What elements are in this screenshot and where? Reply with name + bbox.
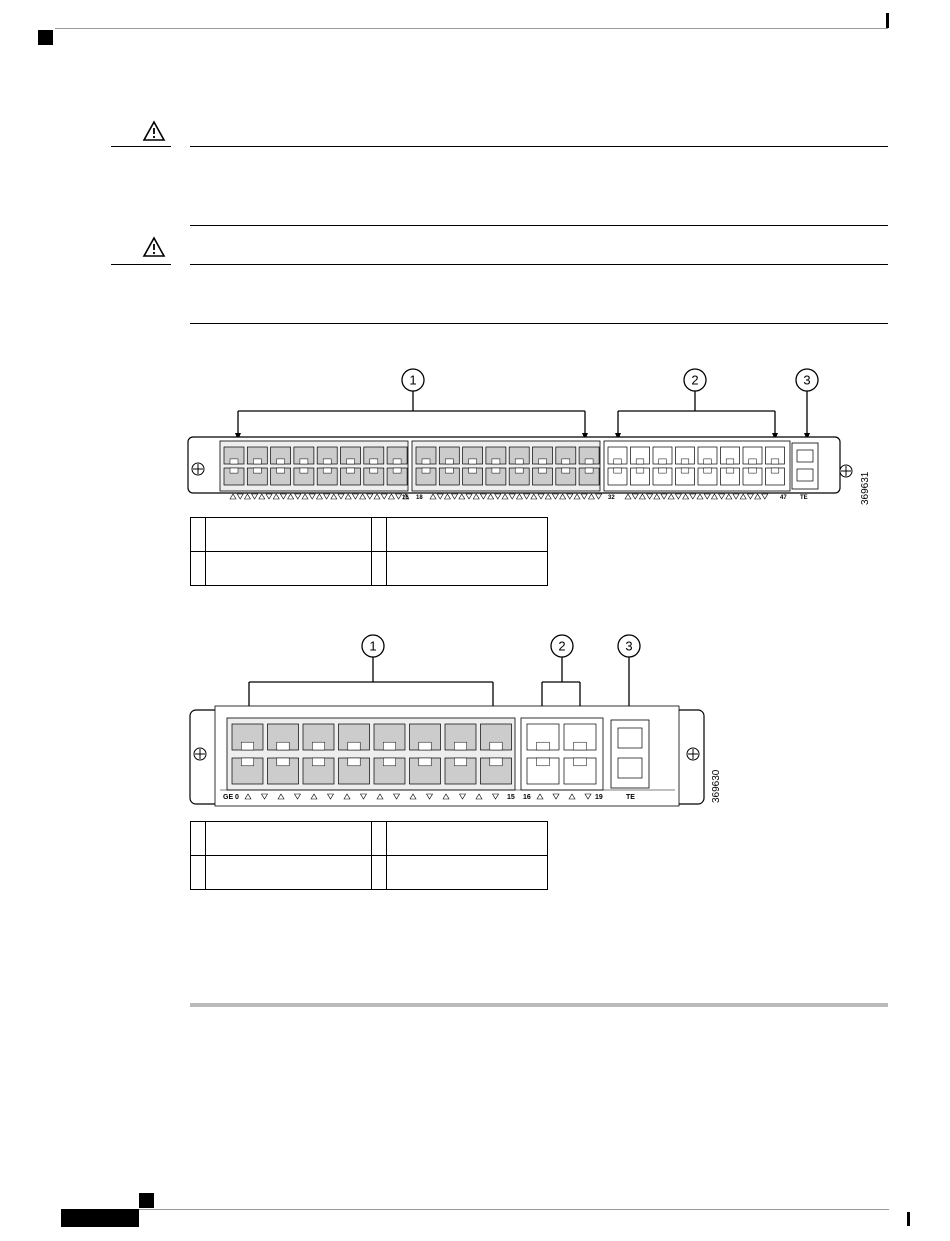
- sfp-port: [618, 758, 642, 778]
- rj45-port: [410, 724, 441, 750]
- callout-3-number: 3: [625, 638, 633, 654]
- rj45-port: [743, 447, 762, 464]
- led-triangle: [545, 494, 551, 499]
- led-triangle: [509, 494, 515, 499]
- footer-tab: [61, 1209, 139, 1227]
- rj45-port: [766, 468, 785, 485]
- footer-corner-mark: [139, 1193, 154, 1208]
- led-triangle: [755, 494, 761, 499]
- warning-triangle-icon: [142, 120, 166, 142]
- warning-triangle-icon: [142, 236, 166, 258]
- footer-rule: [139, 1209, 889, 1210]
- led-triangle: [374, 494, 380, 499]
- led-triangle: [502, 494, 508, 499]
- rj45-port: [533, 468, 553, 485]
- led-triangle: [459, 494, 465, 499]
- rj45-port: [271, 468, 291, 485]
- rj45-port: [608, 468, 627, 485]
- led-triangle: [324, 494, 330, 499]
- rj45-port: [247, 468, 267, 485]
- rj45-port: [676, 468, 695, 485]
- led-triangle: [266, 494, 272, 499]
- led-triangle: [654, 494, 660, 499]
- rj45-port: [364, 468, 384, 485]
- led-triangle: [690, 494, 696, 499]
- line-card-48-port-illustration: [180, 365, 880, 515]
- rj45-port: [224, 468, 244, 485]
- rj45-port: [463, 468, 483, 485]
- rj45-port: [698, 447, 717, 464]
- led-triangle: [480, 494, 486, 499]
- rj45-port: [341, 447, 361, 464]
- led-triangle: [259, 494, 265, 499]
- led-triangle: [647, 494, 653, 499]
- rj45-port: [766, 447, 785, 464]
- rj45-port: [631, 468, 650, 485]
- rj45-port: [268, 724, 299, 750]
- led-triangle: [596, 494, 602, 499]
- header-right-mark: [886, 13, 889, 28]
- table-row: [191, 518, 548, 552]
- figure-id: 369631: [860, 471, 871, 505]
- led-triangle: [625, 494, 631, 499]
- port-label-te: TE: [800, 495, 808, 501]
- rj45-port: [564, 724, 596, 750]
- rj45-port: [556, 468, 576, 485]
- header-rule: [55, 28, 888, 29]
- led-triangle: [252, 494, 258, 499]
- rj45-port: [247, 447, 267, 464]
- rj45-port: [303, 758, 334, 784]
- led-triangle: [538, 494, 544, 499]
- line-card-24-port-illustration: [185, 632, 745, 817]
- rj45-port: [698, 468, 717, 485]
- led-triangle: [288, 494, 294, 499]
- led-triangle: [466, 494, 472, 499]
- rj45-port: [676, 447, 695, 464]
- rj45-port: [653, 468, 672, 485]
- caution-end-rule-2: [190, 323, 888, 324]
- led-triangle: [762, 494, 768, 499]
- rj45-port: [486, 468, 506, 485]
- led-triangle: [719, 494, 725, 499]
- led-triangle: [302, 494, 308, 499]
- led-triangle: [567, 494, 573, 499]
- callout-1-number: 1: [369, 638, 377, 654]
- rj45-port: [224, 447, 244, 464]
- sfp-port: [618, 728, 642, 748]
- header-corner-mark: [38, 30, 53, 45]
- led-triangle: [560, 494, 566, 499]
- led-triangle: [524, 494, 530, 499]
- led-triangle: [581, 494, 587, 499]
- led-triangle: [360, 494, 366, 499]
- port-label-15: 15: [507, 794, 515, 801]
- callout-2-number: 2: [558, 638, 566, 654]
- port-label-16: 16: [523, 794, 531, 801]
- port-label-47: 47: [780, 495, 787, 501]
- led-triangle: [367, 494, 373, 499]
- led-triangle: [381, 494, 387, 499]
- rj45-port: [579, 447, 599, 464]
- footer-right-mark: [907, 1212, 910, 1226]
- rj45-port: [721, 447, 740, 464]
- callout-legend-table: [190, 517, 548, 586]
- led-triangle: [280, 494, 286, 499]
- rj45-port: [721, 468, 740, 485]
- led-triangle: [668, 494, 674, 499]
- rj45-port: [445, 758, 476, 784]
- led-triangle: [516, 494, 522, 499]
- rj45-port: [374, 758, 405, 784]
- rj45-port: [294, 447, 314, 464]
- rj45-port: [481, 758, 512, 784]
- table-row: [191, 822, 548, 856]
- rj45-port: [317, 447, 337, 464]
- led-triangle: [747, 494, 753, 499]
- led-triangle: [661, 494, 667, 499]
- led-triangle: [309, 494, 315, 499]
- rj45-port: [439, 468, 459, 485]
- rj45-port: [374, 724, 405, 750]
- rj45-port: [416, 468, 436, 485]
- port-label-ge0: GE 0: [223, 794, 239, 801]
- led-triangle: [683, 494, 689, 499]
- table-row: [191, 552, 548, 586]
- led-triangle: [430, 494, 436, 499]
- rj45-port: [556, 447, 576, 464]
- rj45-port: [439, 447, 459, 464]
- caution-end-rule: [190, 225, 888, 226]
- rj45-port: [533, 447, 553, 464]
- rj45-port: [317, 468, 337, 485]
- led-triangle: [452, 494, 458, 499]
- rj45-port: [416, 447, 436, 464]
- led-triangle: [733, 494, 739, 499]
- callout-2-number: 2: [691, 372, 699, 388]
- led-triangle: [473, 494, 479, 499]
- port-label-16: 16: [402, 495, 409, 501]
- led-triangle: [726, 494, 732, 499]
- led-triangle: [437, 494, 443, 499]
- rj45-port: [294, 468, 314, 485]
- caution-rule-short-2: [111, 264, 171, 265]
- led-triangle: [331, 494, 337, 499]
- rj45-port: [509, 447, 529, 464]
- led-triangle: [396, 494, 402, 499]
- rj45-port: [364, 447, 384, 464]
- rj45-port: [387, 468, 407, 485]
- led-triangle: [574, 494, 580, 499]
- rj45-port: [527, 758, 559, 784]
- rj45-port: [339, 758, 370, 784]
- rj45-port: [303, 724, 334, 750]
- rj45-port: [410, 758, 441, 784]
- rj45-port: [481, 724, 512, 750]
- rj45-port: [232, 724, 263, 750]
- section-end-rule: [190, 1003, 888, 1007]
- rj45-port: [564, 758, 596, 784]
- rj45-port: [653, 447, 672, 464]
- rj45-port: [509, 468, 529, 485]
- led-triangle: [704, 494, 710, 499]
- led-triangle: [552, 494, 558, 499]
- sfp-port: [797, 469, 813, 481]
- rj45-port: [608, 447, 627, 464]
- led-triangle: [352, 494, 358, 499]
- caution-icon: [142, 120, 166, 147]
- led-triangle: [338, 494, 344, 499]
- rj45-port: [743, 468, 762, 485]
- led-triangle: [273, 494, 279, 499]
- port-label-te: TE: [626, 794, 635, 801]
- rj45-port: [339, 724, 370, 750]
- led-triangle: [230, 494, 236, 499]
- callout-3-number: 3: [803, 372, 811, 388]
- caution-rule-short: [111, 146, 171, 147]
- rj45-port: [445, 724, 476, 750]
- led-triangle: [675, 494, 681, 499]
- led-triangle: [531, 494, 537, 499]
- led-triangle: [711, 494, 717, 499]
- led-triangle: [740, 494, 746, 499]
- port-led-indicators: [230, 494, 768, 499]
- rj45-port: [268, 758, 299, 784]
- port-label-18: 18: [416, 495, 423, 501]
- caution-rule-2: [190, 264, 888, 265]
- led-triangle: [388, 494, 394, 499]
- led-triangle: [295, 494, 301, 499]
- led-triangle: [488, 494, 494, 499]
- caution-icon-2: [142, 236, 166, 263]
- rj45-port: [271, 447, 291, 464]
- port-label-32: 32: [608, 495, 615, 501]
- led-triangle: [316, 494, 322, 499]
- rj45-port: [527, 724, 559, 750]
- rj45-port: [387, 447, 407, 464]
- callout-legend-table: [190, 821, 548, 890]
- port-label-19: 19: [595, 794, 603, 801]
- led-triangle: [495, 494, 501, 499]
- led-triangle: [444, 494, 450, 499]
- led-triangle: [345, 494, 351, 499]
- table-row: [191, 856, 548, 890]
- figure-id: 369630: [711, 769, 722, 803]
- led-triangle: [697, 494, 703, 499]
- rj45-port: [579, 468, 599, 485]
- rj45-port: [341, 468, 361, 485]
- sfp-port: [797, 450, 813, 462]
- led-triangle: [237, 494, 243, 499]
- rj45-port: [463, 447, 483, 464]
- led-triangle: [632, 494, 638, 499]
- rj45-port: [631, 447, 650, 464]
- caution-rule: [190, 146, 888, 147]
- led-triangle: [588, 494, 594, 499]
- led-triangle: [639, 494, 645, 499]
- rj45-port: [486, 447, 506, 464]
- led-triangle: [244, 494, 250, 499]
- callout-1-number: 1: [409, 372, 417, 388]
- rj45-port: [232, 758, 263, 784]
